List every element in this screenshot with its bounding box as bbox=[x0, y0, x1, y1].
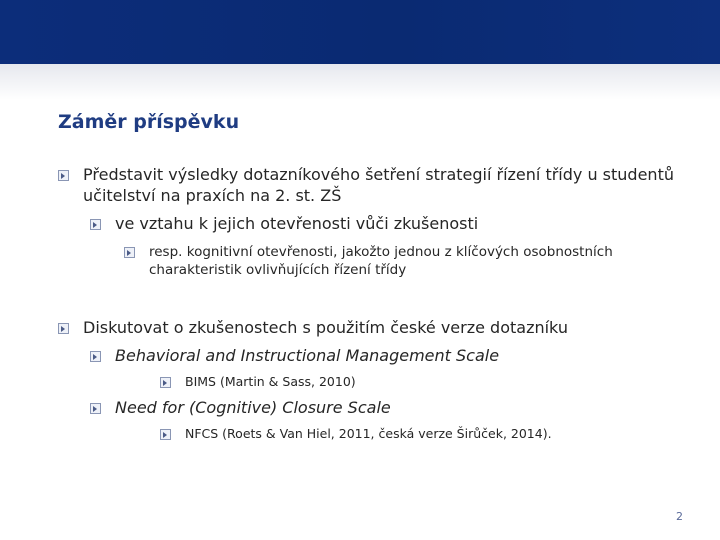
bullet-arrow-icon bbox=[160, 377, 171, 388]
bullet-item-2-1-1 bbox=[160, 373, 680, 390]
bullet-text: BIMS (Martin & Sass, 2010) bbox=[185, 374, 356, 389]
bullet-arrow-icon bbox=[58, 323, 69, 334]
header-band bbox=[0, 0, 720, 64]
bullet-arrow-icon bbox=[124, 247, 135, 258]
bullet-arrow-icon bbox=[58, 170, 69, 181]
bullet-text: ve vztahu k jejich otevřenosti vůči zkušenosti bbox=[115, 214, 479, 233]
bullet-item-1-1 bbox=[90, 213, 690, 234]
bullet-text: resp. kognitivní otevřenosti, jakožto jednou z klíčových osobnostních charakteristik ovlivňujících řízení třídy bbox=[149, 244, 613, 278]
bullet-text: Diskutovat o zkušenostech s použitím české verze dotazníku bbox=[83, 318, 568, 337]
header-shadow bbox=[0, 64, 720, 100]
bullet-arrow-icon bbox=[90, 403, 101, 414]
slide-title: Záměr příspěvku bbox=[58, 111, 240, 133]
page-number: 2 bbox=[676, 510, 683, 523]
bullet-text: Představit výsledky dotazníkového šetření strategií řízení třídy u studentů učitelství na praxích na 2. st. ZŠ bbox=[83, 165, 674, 205]
bullet-arrow-icon bbox=[90, 351, 101, 362]
bullet-item-2-2-1 bbox=[160, 425, 680, 442]
bullet-item-2-2 bbox=[90, 397, 690, 418]
bullet-item-1-1-1 bbox=[124, 243, 664, 279]
bullet-text: Need for (Cognitive) Closure Scale bbox=[115, 398, 391, 417]
bullet-text: NFCS (Roets & Van Hiel, 2011, česká verze Širůček, 2014). bbox=[185, 426, 552, 441]
bullet-item-2 bbox=[58, 317, 698, 338]
bullet-arrow-icon bbox=[90, 219, 101, 230]
bullet-item-1 bbox=[58, 164, 698, 206]
bullet-item-2-1 bbox=[90, 345, 690, 366]
bullet-text: Behavioral and Instructional Management Scale bbox=[115, 346, 500, 365]
bullet-arrow-icon bbox=[160, 429, 171, 440]
